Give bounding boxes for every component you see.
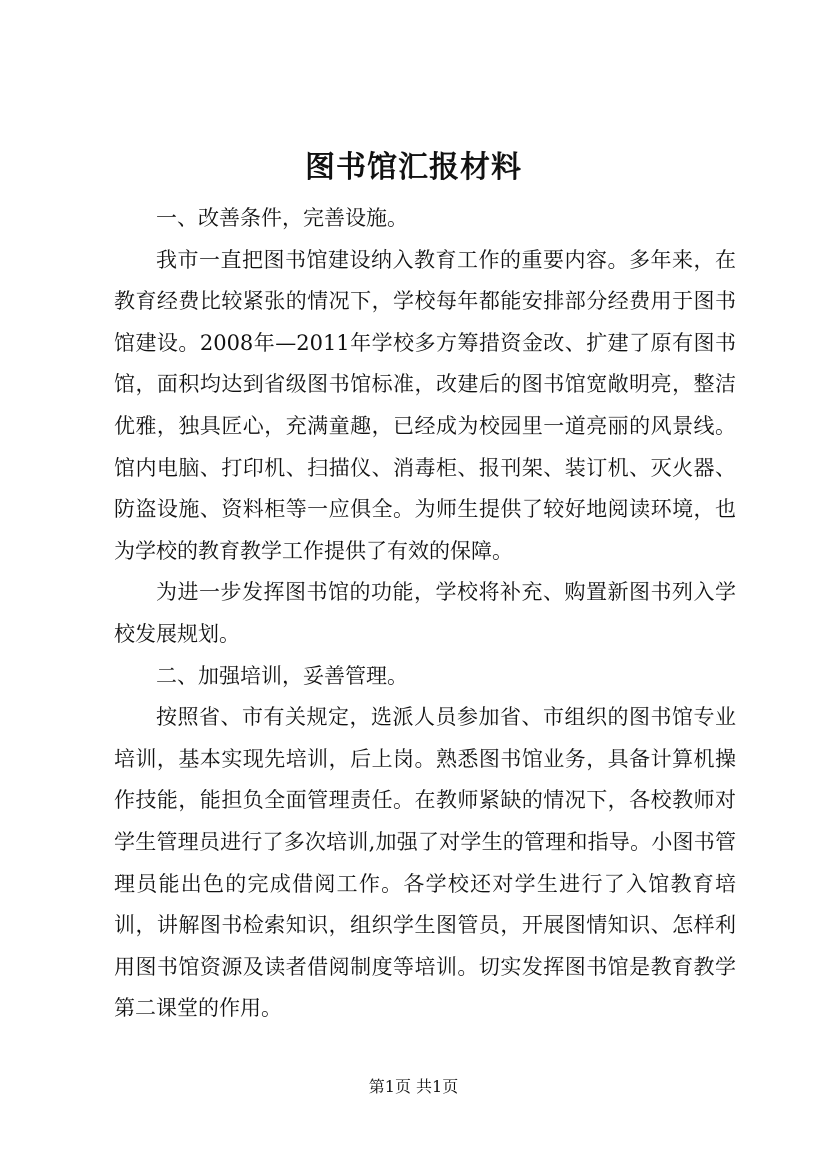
body-paragraph: 我市一直把图书馆建设纳入教育工作的重要内容。多年来，在教育经费比较紧张的情况下，学校每年都能安排部分经费用于图书馆建设。2008年—2011年学校多方筹措资金改、扩建了原有图书馆，面积均达到省级图书馆标准，改建后的图书馆宽敞明亮，整洁优雅，独具匠心，充满童趣，已经成为校园里一道亮丽的风景线。馆内电脑、打印机、扫描仪、消毒柜、报刊架、装订机、灭火器、防盗设施、资料柜等一应俱全。为师生提供了较好地阅读环境，也为学校的教育教学工作提供了有效的保障。 — [114, 247, 736, 563]
document-body — [114, 198, 736, 1030]
page-footer: 第1页 共1页 — [368, 1077, 459, 1096]
document-title: 图书馆汇报材料 — [305, 150, 522, 185]
body-paragraph: 按照省、市有关规定，选派人员参加省、市组织的图书馆专业培训，基本实现先培训，后上岗。熟悉图书馆业务，具备计算机操作技能，能担负全面管理责任。在教师紧缺的情况下，各校教师对学生管理员进行了多次培训,加强了对学生的管理和指导。小图书管理员能出色的完成借阅工作。各学校还对学生进行了入馆教育培训，讲解图书检索知识，组织学生图管员，开展图情知识、怎样利用图书馆资源及读者借阅制度等培训。切实发挥图书馆是教育教学第二课堂的作用。 — [114, 705, 736, 1021]
section-heading-1: 一、改善条件，完善设施。 — [156, 206, 408, 230]
section-heading-2: 二、加强培训，妥善管理。 — [156, 663, 408, 688]
body-paragraph: 为进一步发挥图书馆的功能，学校将补充、购置新图书列入学校发展规划。 — [114, 580, 736, 646]
